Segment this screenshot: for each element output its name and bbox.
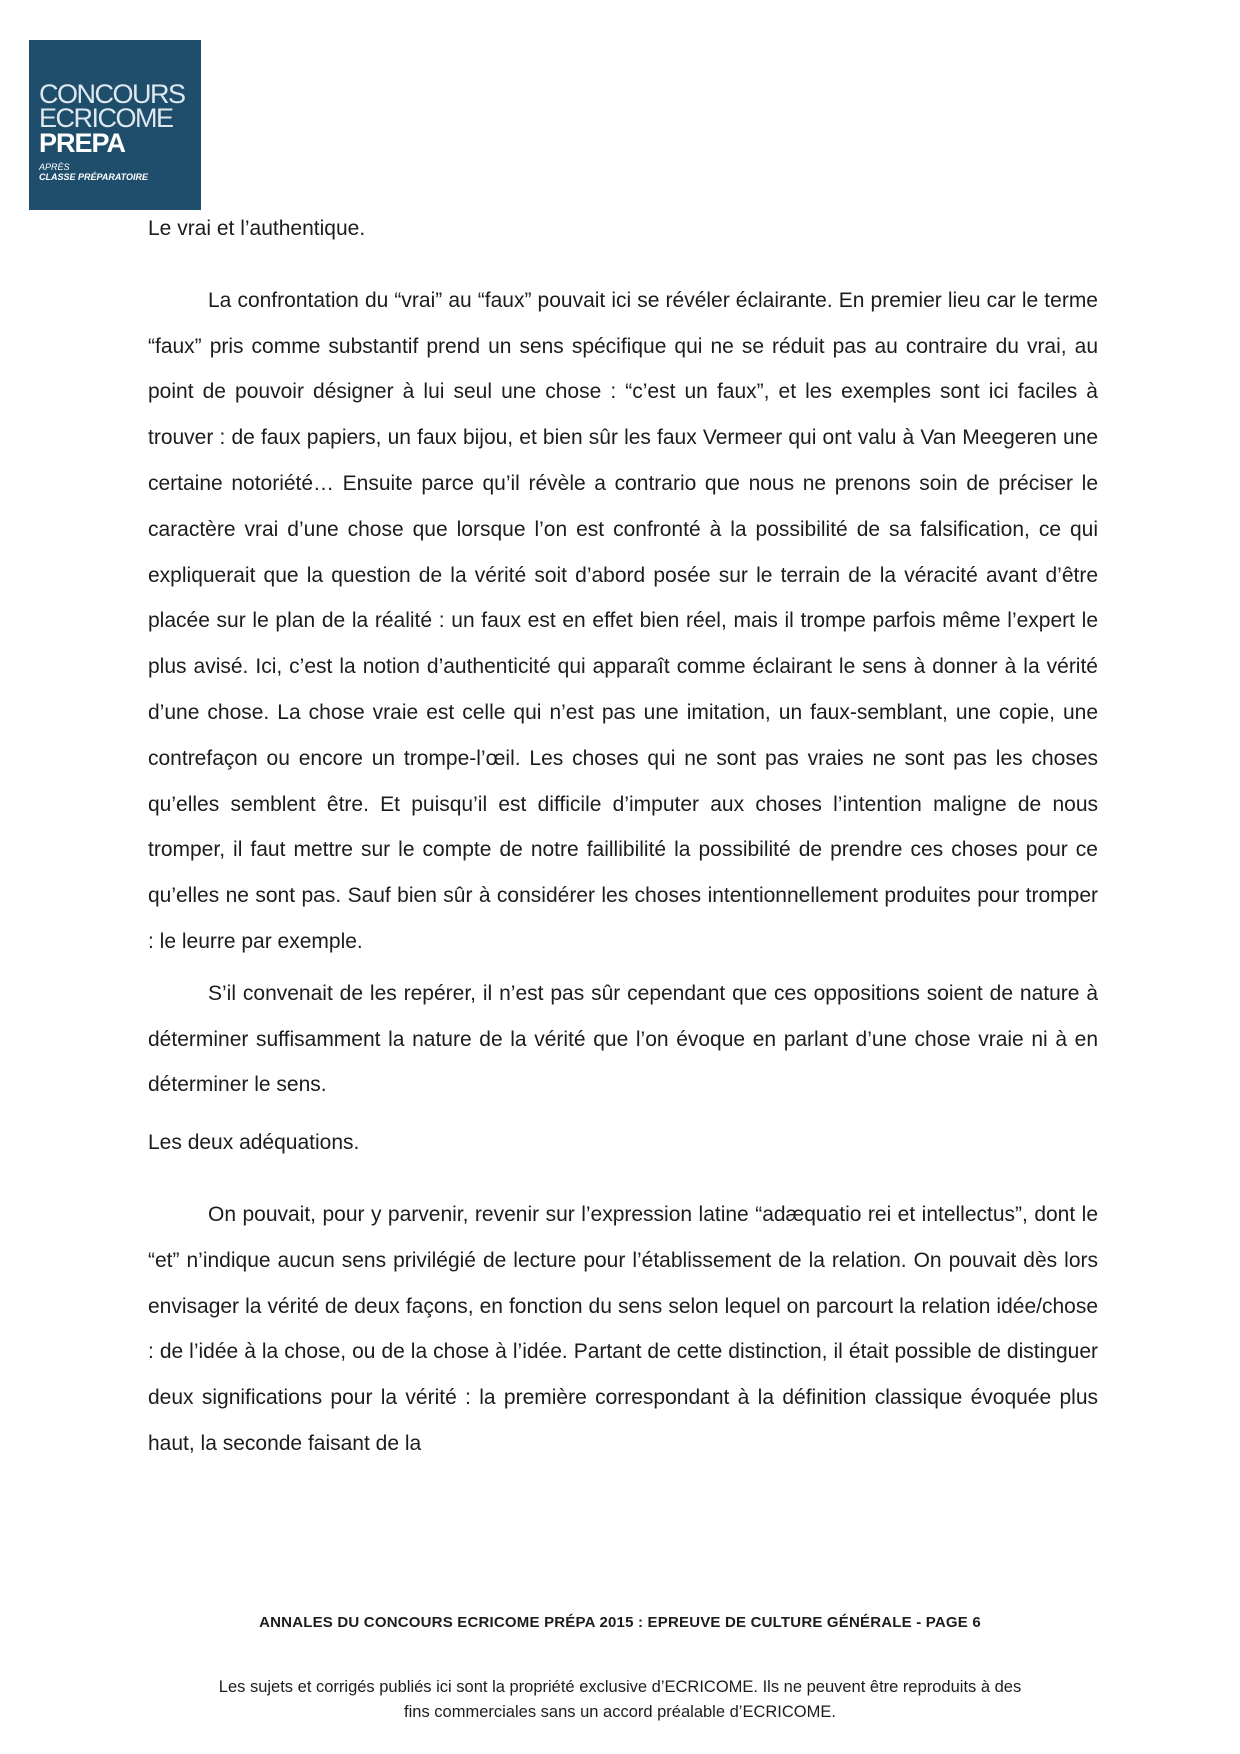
section-heading: Les deux adéquations. (148, 1131, 360, 1155)
footer-copyright-note (150, 1675, 1090, 1725)
ecricome-logo (29, 40, 201, 210)
footer-note-line: Les sujets et corrigés publiés ici sont la propriété exclusive d’ECRICOME. Ils ne peuvent être reproduits à des (218, 1678, 1022, 1696)
logo-line-classe-preparatoire: CLASSE PRÉPARATOIRE (39, 172, 149, 182)
paragraph: S’il convenait de les repérer, il n’est pas sûr cependant que ces oppositions soient de nature à déterminer suffisamment la nature de la vérité que l’on évoque en parlant d’une chose vraie ni à en déterminer le sens. (148, 981, 1098, 1097)
paragraph: On pouvait, pour y parvenir, revenir sur l’expression latine “adæquatio rei et intellectus”, dont le “et” n’indique aucun sens privilégié de lecture pour l’établissement de la relation. On pouvait dès lors envisager la vérité de deux façons, en fonction du sens selon lequel on parcourt la relation idée/chose : de l’idée à la chose, ou de la chose à l’idée. Partant de cette distinction, il était possible de distinguer deux significations pour la vérité : la première correspondant à la définition classique évoquée plus haut, la seconde faisant de la (148, 1202, 1098, 1455)
footer-title: ANNALES DU CONCOURS ECRICOME PRÉPA 2015 : EPREUVE DE CULTURE GÉNÉRALE - PAGE 6 (259, 1614, 981, 1631)
logo-line-prepa: PREPA (39, 128, 126, 158)
footer-note-line: fins commerciales sans un accord préalable d’ECRICOME. (404, 1703, 836, 1721)
paragraph: La confrontation du “vrai” au “faux” pouvait ici se révéler éclairante. En premier lieu car le terme “faux” pris comme substantif prend un sens spécifique qui ne se réduit pas au contraire du vrai, au point de pouvoir désigner à lui seul une chose : “c’est un faux”, et les exemples sont ici faciles à trouver : de faux papiers, un faux bijou, et bien sûr les faux Vermeer qui ont valu à Van Meegeren une certaine notoriété… Ensuite parce qu’il révèle a contrario que nous ne prenons soin de préciser le caractère vrai d’une chose que lorsque l’on est confronté à la possibilité de sa falsification, ce qui expliquerait que la question de la vérité soit d’abord posée sur le terrain de la véracité avant d’être placée sur le plan de la réalité : un faux est en effet bien réel, mais il trompe parfois même l’expert le plus avisé. Ici, c’est la notion d’authenticité qui apparaît comme éclairant le sens à donner à la vérité d’une chose. La chose vraie est celle qui n’est pas une imitation, un faux-semblant, une copie, une contrefaçon ou encore un trompe-l’œil. Les choses qui ne sont pas vraies ne sont pas les choses qu’elles semblent être. Et puisqu’il est difficile d’imputer aux choses l’intention maligne de nous tromper, il faut mettre sur le compte de notre faillibilité la possibilité de prendre ces choses pour ce qu’elles ne sont pas. Sauf bien sûr à considérer les choses intentionnellement produites pour tromper : le leurre par exemple. (148, 288, 1098, 953)
section-heading: Le vrai et l’authentique. (148, 217, 366, 240)
logo-line-concours: CONCOURS (39, 79, 185, 109)
document-body (148, 206, 1098, 1467)
logo-line-apres: APRÈS (39, 162, 70, 172)
logo-line-ecricome: ECRICOME (39, 103, 173, 133)
